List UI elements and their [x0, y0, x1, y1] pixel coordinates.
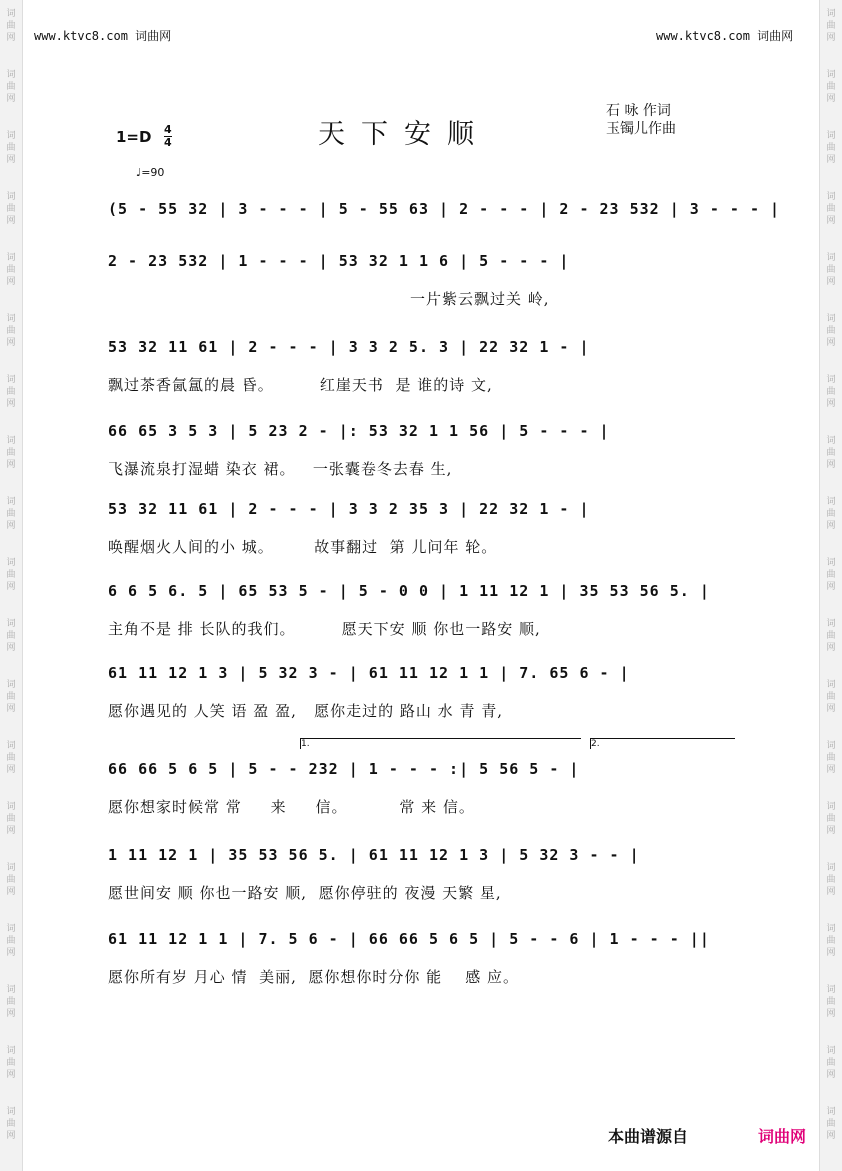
side-watermark: 词 曲 网 [826, 131, 836, 165]
side-watermark: 词 曲 网 [826, 680, 836, 714]
time-signature-top: 4 [164, 123, 172, 136]
notation-row: (5 - 55 32 | 3 - - - | 5 - 55 63 | 2 - - - | 2 - 23 532 | 3 - - - | [108, 200, 781, 218]
tempo-marking: ♩=90 [136, 166, 165, 179]
side-watermark: 词 曲 网 [6, 131, 16, 165]
lyric-line: 愿你遇见的 人笑 语 盈 盈, 愿你走过的 路山 水 青 青, [108, 702, 503, 720]
notation-row: 61 11 12 1 1 | 7. 5 6 - | 66 66 5 6 5 | 5 - - 6 | 1 - - - || [108, 930, 710, 948]
notation-row: 66 66 5 6 5 | 5 - - 232 | 1 - - - :| 5 56 5 - | [108, 760, 580, 778]
side-watermark: 词 曲 网 [6, 985, 16, 1019]
side-watermark: 词 曲 网 [6, 9, 16, 43]
notation-row: 53 32 11 61 | 2 - - - | 3 3 2 5. 3 | 22 32 1 - | [108, 338, 590, 356]
side-watermark: 词 曲 网 [826, 253, 836, 287]
notation-row: 61 11 12 1 3 | 5 32 3 - | 61 11 12 1 1 | 7. 65 6 - | [108, 664, 630, 682]
side-watermark: 词 曲 网 [6, 924, 16, 958]
side-watermark: 词 曲 网 [6, 497, 16, 531]
side-watermark: 词 曲 网 [826, 497, 836, 531]
notation-row: 2 - 23 532 | 1 - - - | 53 32 1 1 6 | 5 - - - | [108, 252, 570, 270]
side-watermark: 词 曲 网 [826, 1107, 836, 1141]
site-url-right: www.ktvc8.com 词曲网 [656, 29, 794, 43]
notation-row: 1 11 12 1 | 35 53 56 5. | 61 11 12 1 3 | 5 32 3 - - | [108, 846, 640, 864]
side-watermark: 词 曲 网 [826, 436, 836, 470]
lyric-line: 愿你想家时候常 常 来 信。 常 来 信。 [108, 798, 475, 816]
side-watermark: 词 曲 网 [6, 619, 16, 653]
volta-second-ending: 2. [590, 738, 735, 749]
lyric-line: 飞瀑流泉打湿蜡 染衣 裙。 一张囊卷冬去春 生, [108, 460, 453, 478]
side-watermark: 词 曲 网 [6, 680, 16, 714]
notation-row: 53 32 11 61 | 2 - - - | 3 3 2 35 3 | 22 32 1 - | [108, 500, 590, 518]
key-signature: 1=D [116, 128, 152, 146]
side-watermark: 词 曲 网 [6, 192, 16, 226]
source-label: 本曲谱源自 [608, 1127, 689, 1146]
side-watermark: 词 曲 网 [6, 802, 16, 836]
side-watermark: 词 曲 网 [826, 9, 836, 43]
lyric-line: 愿世间安 顺 你也一路安 顺, 愿你停驻的 夜漫 天繁 星, [108, 884, 502, 902]
side-watermark: 词 曲 网 [826, 70, 836, 104]
side-watermark: 词 曲 网 [826, 741, 836, 775]
side-watermark: 词 曲 网 [826, 985, 836, 1019]
side-watermark: 词 曲 网 [6, 741, 16, 775]
side-watermark: 词 曲 网 [6, 1107, 16, 1141]
notation-row: 6 6 5 6. 5 | 65 53 5 - | 5 - 0 0 | 1 11 12 1 | 35 53 56 5. | [108, 582, 710, 600]
side-watermark: 词 曲 网 [826, 1046, 836, 1080]
song-title: 天下安顺 [318, 119, 490, 151]
brand-logo-text: 词曲网 [758, 1127, 807, 1146]
side-watermark: 词 曲 网 [6, 375, 16, 409]
side-watermark: 词 曲 网 [6, 558, 16, 592]
site-url-left: www.ktvc8.com 词曲网 [34, 29, 172, 43]
side-watermark: 词 曲 网 [826, 192, 836, 226]
side-watermark: 词 曲 网 [826, 619, 836, 653]
lyric-line: 主角不是 排 长队的我们。 愿天下安 顺 你也一路安 顺, [108, 620, 541, 638]
side-watermark: 词 曲 网 [826, 314, 836, 348]
time-signature [164, 124, 172, 149]
composer-credit: 玉镯儿作曲 [606, 121, 676, 137]
volta-first-ending: 1. [300, 738, 581, 749]
lyric-line: 飘过茶香氤氲的晨 昏。 红崖天书 是 谁的诗 文, [108, 376, 493, 394]
side-watermark: 词 曲 网 [6, 314, 16, 348]
side-watermark: 词 曲 网 [826, 802, 836, 836]
side-watermark: 词 曲 网 [826, 924, 836, 958]
lyric-line: 唤醒烟火人间的小 城。 故事翻过 第 儿问年 轮。 [108, 538, 498, 556]
time-signature-bottom: 4 [164, 136, 172, 149]
side-watermark: 词 曲 网 [6, 253, 16, 287]
side-watermark: 词 曲 网 [826, 863, 836, 897]
side-watermark: 词 曲 网 [6, 863, 16, 897]
lyric-line: 一片紫云飘过关 岭, [410, 290, 550, 308]
lyric-line: 愿你所有岁 月心 情 美丽, 愿你想你时分你 能 感 应。 [108, 968, 519, 986]
side-watermark: 词 曲 网 [826, 558, 836, 592]
side-watermark: 词 曲 网 [826, 375, 836, 409]
side-watermark: 词 曲 网 [6, 70, 16, 104]
side-watermark: 词 曲 网 [6, 436, 16, 470]
notation-row: 66 65 3 5 3 | 5 23 2 - |: 53 32 1 1 56 | 5 - - - | [108, 422, 610, 440]
lyricist-credit: 石 咏 作词 [606, 103, 671, 119]
side-watermark: 词 曲 网 [6, 1046, 16, 1080]
